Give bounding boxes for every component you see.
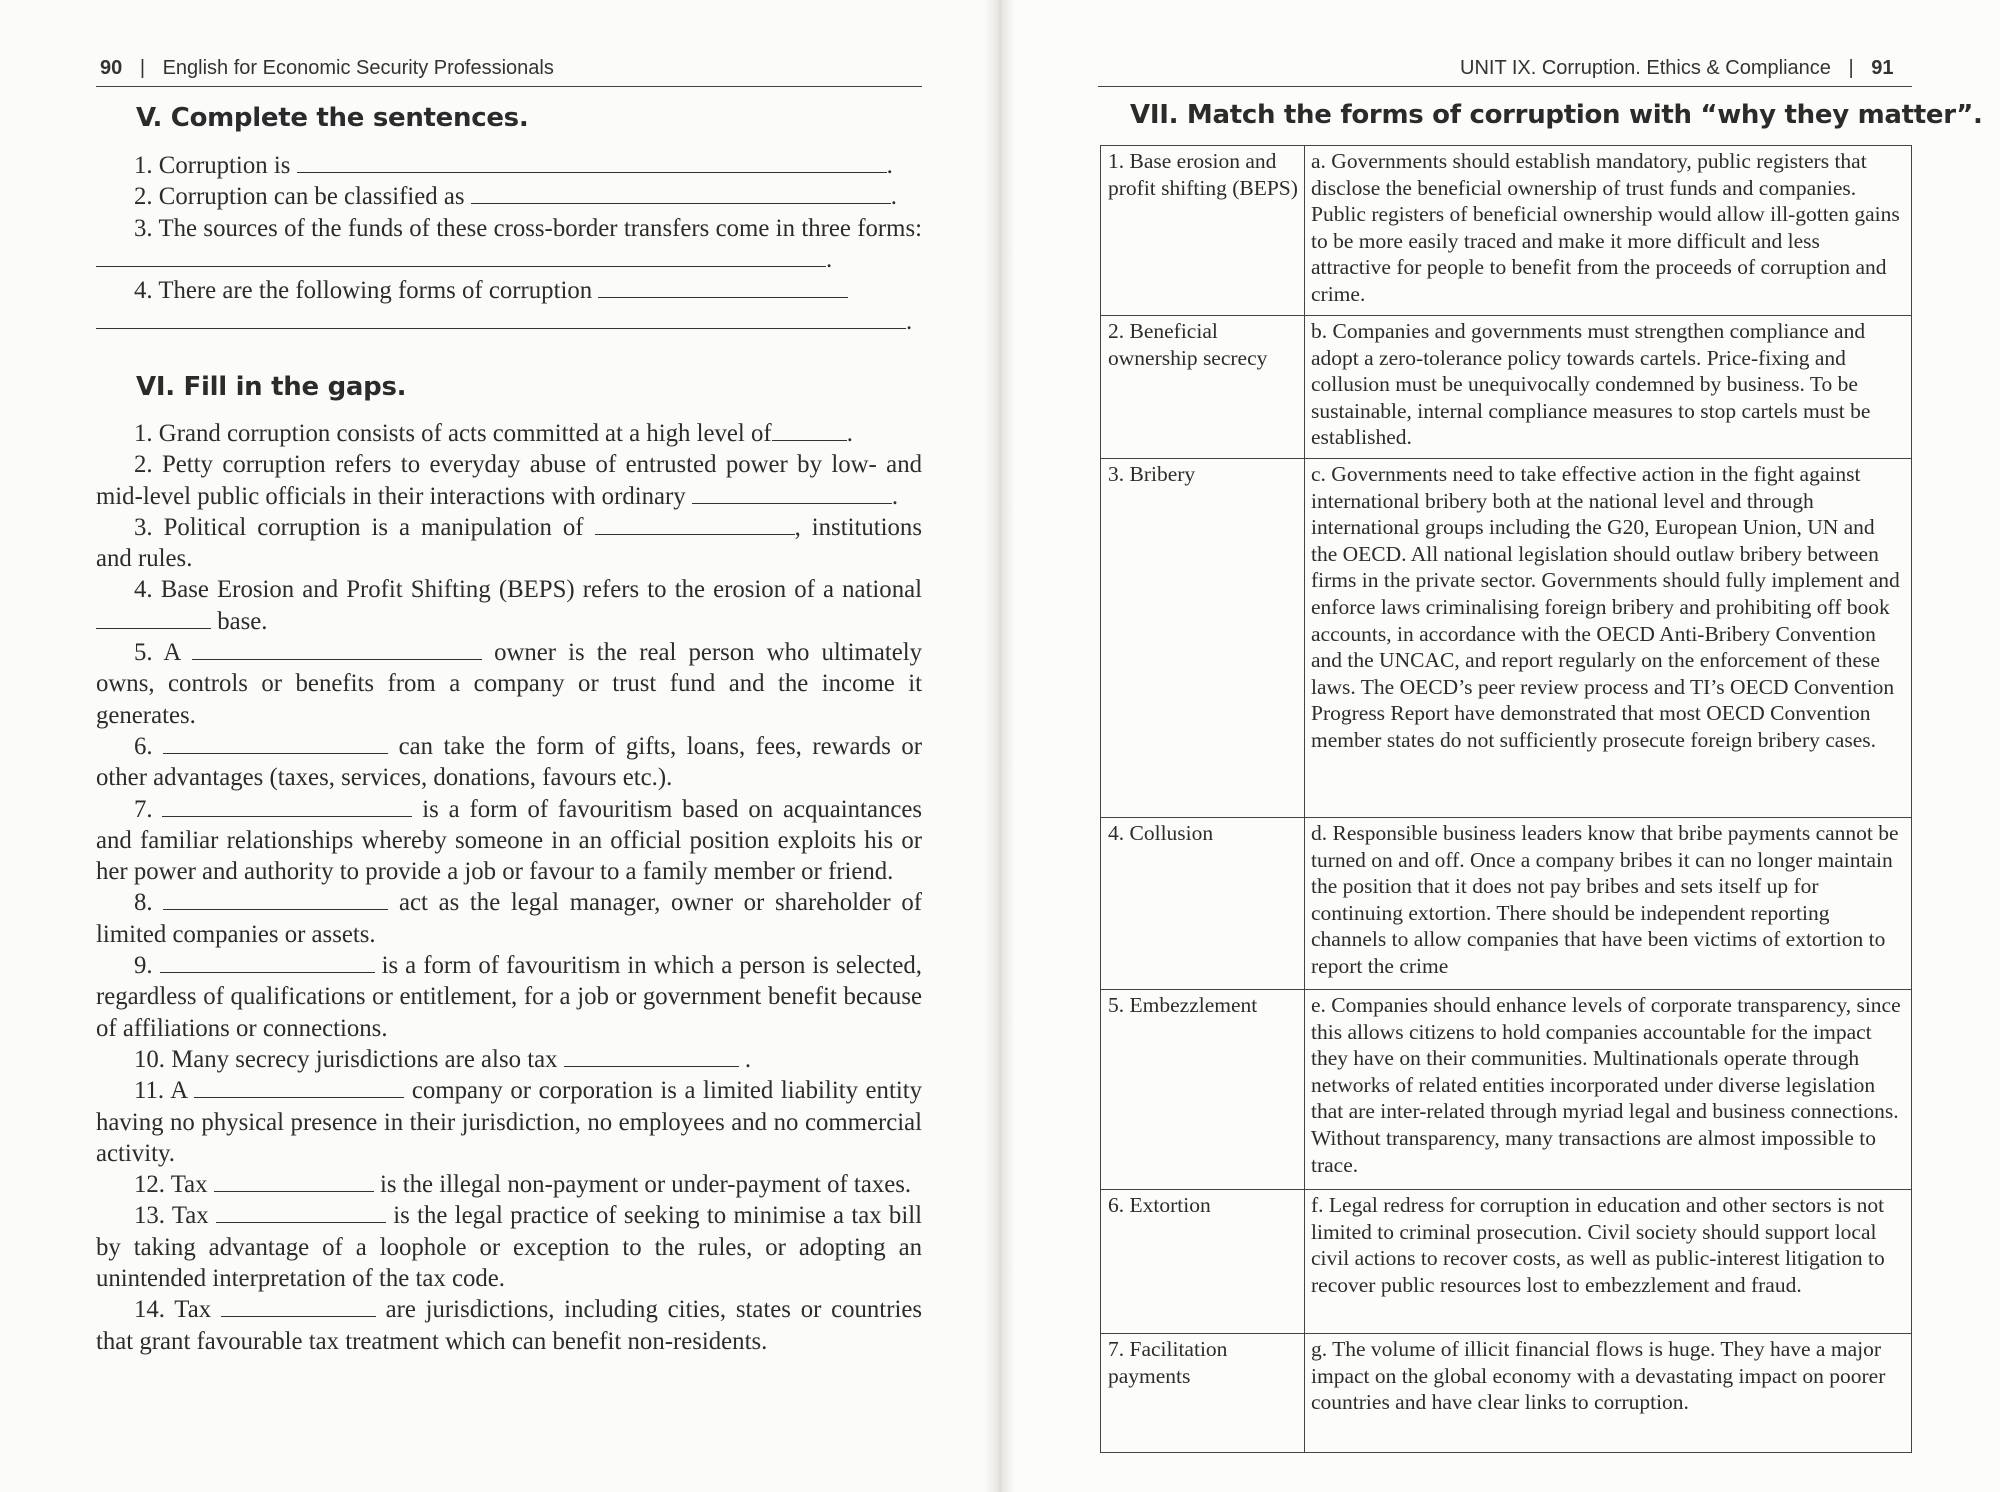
form-cell[interactable]: 2. Beneficial ownership secrecy: [1101, 316, 1305, 459]
running-header-right: UNIT IX. Corruption. Ethics & Compliance | 91: [1460, 57, 1894, 79]
section-6-body: [96, 418, 922, 1357]
list-item: 4. There are the following forms of corruption: [96, 275, 922, 306]
why-cell[interactable]: a. Governments should establish mandatory, public registers that disclose the beneficial ownership of trust funds and companies. Public registers of beneficial ownership would allow ill-gotten gains to be more easily traced and make it more difficult and less attractive for people to benefit from the proceeds of corruption and crime.: [1305, 146, 1912, 316]
answer-blank[interactable]: [96, 608, 211, 629]
list-item: 1. Corruption is .: [134, 152, 893, 179]
answer-blank[interactable]: [162, 796, 412, 817]
answer-blank[interactable]: [221, 1296, 376, 1317]
table-row: [1101, 316, 1912, 459]
list-item: 7. is a form of favouritism based on acquaintances and familiar relationships whereby someone in an official position exploits his or her power and authority to provide a job or favour to a family member or friend.: [96, 795, 923, 886]
why-cell[interactable]: e. Companies should enhance levels of corporate transparency, since this allows citizens to hold companies accountable for the impact they have on their communities. Multinationals operate through networks of related entities incorporated under diverse legislation that are inter-related through myriad legal and business connections. Without transparency, many transactions are almost impossible to trace.: [1305, 990, 1912, 1190]
list-item: 6. can take the form of gifts, loans, fees, rewards or other advantages (taxes, services, donations, favours etc.).: [96, 732, 922, 792]
form-cell[interactable]: 5. Embezzlement: [1101, 990, 1305, 1190]
book-title: English for Economic Security Professionals: [162, 57, 554, 79]
answer-blank[interactable]: [471, 183, 891, 204]
why-cell[interactable]: d. Responsible business leaders know that bribe payments cannot be turned on and off. Once a company bribes it can no longer maintain the position that it does not pay bribes and sets itself up for continuing extortion. There should be independent reporting channels to allow companies that have been victims of extortion to report the crime: [1305, 818, 1912, 990]
list-item: 2. Petty corruption refers to everyday abuse of entrusted power by low- and mid-level public officials in their interactions with ordinary .: [96, 451, 922, 510]
list-item: 2. Corruption can be classified as .: [134, 183, 897, 211]
list-item: 5. A owner is the real person who ultimately owns, controls or benefits from a company or trust fund and the income it generates.: [96, 639, 923, 729]
page-number: 91: [1871, 57, 1894, 79]
book-spine-shadow: [985, 0, 1015, 1492]
list-item: 3. The sources of the funds of these cross-border transfers come in three forms: .: [96, 213, 922, 276]
list-item: 1. Grand corruption consists of acts committed at a high level of .: [134, 420, 853, 447]
section-6-title: VI. Fill in the gaps.: [136, 372, 407, 402]
unit-title: UNIT IX. Corruption. Ethics & Compliance: [1460, 57, 1831, 79]
header-rule-left: [96, 86, 922, 87]
form-cell[interactable]: 6. Extortion: [1101, 1190, 1305, 1334]
list-item: 10. Many secrecy jurisdictions are also tax .: [134, 1045, 752, 1073]
list-item: 13. Tax is the legal practice of seeking to minimise a tax bill by taking advantage of a loophole or exception to the rules, or adopting an unintended interpretation of the tax code.: [96, 1202, 922, 1293]
table-row: [1101, 459, 1912, 818]
answer-blank[interactable]: [297, 152, 887, 173]
answer-blank[interactable]: [216, 1202, 386, 1223]
answer-blank[interactable]: [96, 308, 906, 329]
answer-blank[interactable]: [160, 952, 375, 973]
list-item: 9. is a form of favouritism in which a person is selected, regardless of qualifications or entitlement, for a job or government benefit because of affiliations or connections.: [96, 952, 923, 1042]
table-row: [1101, 818, 1912, 990]
answer-blank[interactable]: [772, 420, 847, 441]
table-row: [1101, 146, 1912, 316]
running-header-left: 90 | English for Economic Security Professionals: [100, 57, 554, 79]
list-item: 8. act as the legal manager, owner or shareholder of limited companies or assets.: [96, 889, 922, 948]
table-row: [1101, 1190, 1912, 1334]
answer-blank[interactable]: [564, 1046, 739, 1067]
table-row: [1101, 990, 1912, 1190]
answer-blank[interactable]: [192, 639, 482, 660]
section-5-title: V. Complete the sentences.: [136, 103, 529, 133]
list-item: 14. Tax are jurisdictions, including cities, states or countries that grant favourable tax treatment which can benefit non-residents.: [96, 1296, 923, 1355]
answer-blank[interactable]: [692, 483, 892, 504]
table-row: [1101, 1334, 1912, 1453]
form-cell[interactable]: 7. Facilitation payments: [1101, 1334, 1305, 1453]
answer-blank[interactable]: [163, 733, 388, 754]
answer-blank[interactable]: [214, 1171, 374, 1192]
section-5-body: [96, 150, 922, 338]
list-item: 12. Tax is the illegal non-payment or under-payment of taxes.: [134, 1171, 912, 1199]
list-item: 4. Base Erosion and Profit Shifting (BEPS) refers to the erosion of a national base.: [96, 574, 922, 637]
why-cell[interactable]: g. The volume of illicit financial flows is huge. They have a major impact on the global economy with a devastating impact on poorer countries and have clear links to corruption.: [1305, 1334, 1912, 1453]
section-7-title: VII. Match the forms of corruption with “why they matter”.: [1130, 100, 1983, 130]
form-cell[interactable]: 3. Bribery: [1101, 459, 1305, 818]
form-cell[interactable]: 1. Base erosion and profit shifting (BEPS): [1101, 146, 1305, 316]
page-number: 90: [100, 57, 123, 79]
answer-blank[interactable]: [96, 246, 826, 267]
why-cell[interactable]: b. Companies and governments must strengthen compliance and adopt a zero-tolerance policy towards cartels. Price-fixing and collusion must be unequivocally condemned by business. To be sustainable, internal compliance measures to stop cartels must be established.: [1305, 316, 1912, 459]
answer-blank[interactable]: [194, 1077, 404, 1098]
list-item-continuation: .: [96, 306, 922, 337]
form-cell[interactable]: 4. Collusion: [1101, 818, 1305, 990]
why-cell[interactable]: f. Legal redress for corruption in education and other sectors is not limited to criminal prosecution. Civil society should support local civil actions to recover costs, as well as public-interest litigation to recover public resources lost to embezzlement and fraud.: [1305, 1190, 1912, 1334]
list-item: 11. A company or corporation is a limited liability entity having no physical presence in their jurisdiction, no employees and no commercial activity.: [96, 1077, 923, 1167]
header-rule-right: [1098, 86, 1912, 87]
answer-blank[interactable]: [595, 514, 795, 535]
list-item: 3. Political corruption is a manipulation of , institutions and rules.: [96, 513, 922, 573]
answer-blank[interactable]: [598, 277, 848, 298]
matching-table: [1100, 145, 1912, 1453]
why-cell[interactable]: c. Governments need to take effective action in the fight against international bribery both at the national level and through international groups including the G20, European Union, UN and the OECD. All national legislation should outlaw bribery between firms in the private sector. Governments should fully implement and enforce laws criminalising foreign bribery and prohibiting off book accounts, in accordance with the OECD Anti-Bribery Convention and the UNCAC, and report regularly on the enforcement of these laws. The OECD’s peer review process and TI’s OECD Convention Progress Report have demonstrated that most OECD Convention member states do not sufficiently prosecute foreign bribery cases.: [1305, 459, 1912, 818]
answer-blank[interactable]: [163, 889, 388, 910]
